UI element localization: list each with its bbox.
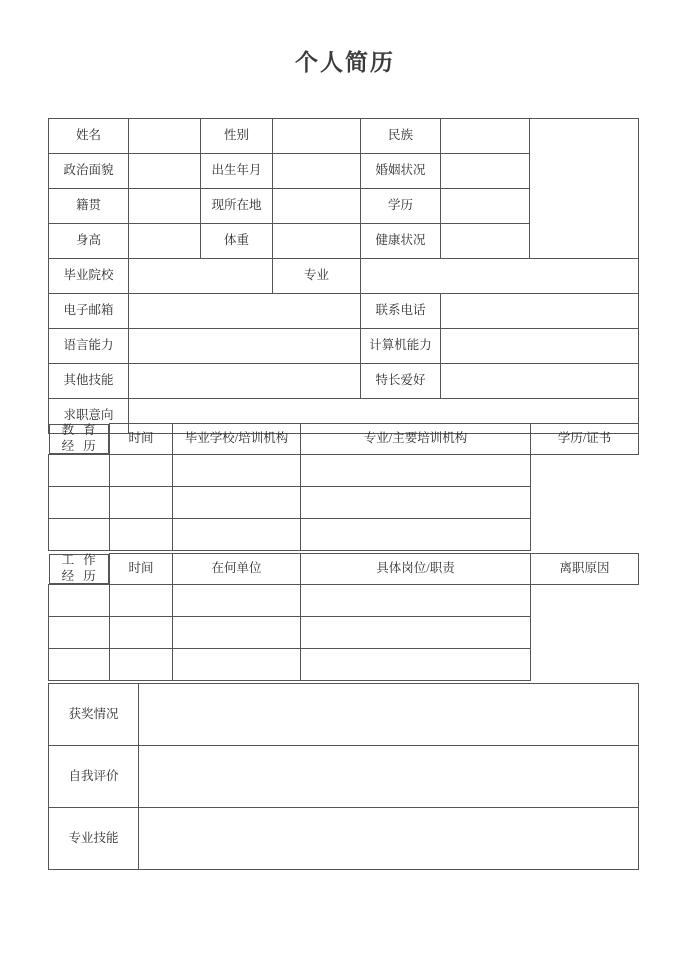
cell-time[interactable]: [49, 454, 110, 486]
label-job-intent: 求职意向: [49, 399, 129, 434]
field-graduation-school[interactable]: [129, 259, 273, 294]
table-row: [49, 648, 639, 680]
table-row: [49, 554, 639, 585]
cell-company[interactable]: [110, 616, 173, 648]
field-awards[interactable]: [139, 684, 639, 746]
field-language-ability[interactable]: [129, 329, 361, 364]
additional-info-table: [48, 683, 639, 870]
field-current-location[interactable]: [273, 189, 361, 224]
section-label-line2: 经 历: [61, 438, 99, 453]
cell-duty[interactable]: [173, 616, 301, 648]
table-row: [49, 119, 639, 154]
label-computer-ability: 计算机能力: [361, 329, 441, 364]
label-birth-date: 出生年月: [201, 154, 273, 189]
cell-leave-reason[interactable]: [301, 584, 531, 616]
column-header-school: 毕业学校/培训机构: [173, 424, 301, 455]
label-email: 电子邮箱: [49, 294, 129, 329]
field-marital-status[interactable]: [441, 154, 530, 189]
column-header-leave-reason: 离职原因: [531, 554, 639, 585]
cell-degree[interactable]: [301, 518, 531, 550]
cell-duty[interactable]: [173, 584, 301, 616]
label-major: 专业: [273, 259, 361, 294]
table-row: [49, 746, 639, 808]
field-weight[interactable]: [273, 224, 361, 259]
cell-school[interactable]: [110, 518, 173, 550]
table-row: [49, 486, 639, 518]
field-hobby[interactable]: [441, 364, 639, 399]
section-label-line1: 工 作: [61, 552, 99, 567]
field-ethnicity[interactable]: [441, 119, 530, 154]
field-origin[interactable]: [129, 189, 201, 224]
label-ethnicity: 民族: [361, 119, 441, 154]
field-health[interactable]: [441, 224, 530, 259]
field-email[interactable]: [129, 294, 361, 329]
column-header-time: 时间: [110, 554, 173, 585]
label-other-skills: 其他技能: [49, 364, 129, 399]
column-header-degree: 学历/证书: [531, 424, 639, 455]
field-height[interactable]: [129, 224, 201, 259]
table-row: [49, 294, 639, 329]
label-self-evaluation: 自我评价: [49, 746, 139, 808]
label-origin: 籍贯: [49, 189, 129, 224]
field-self-evaluation[interactable]: [139, 746, 639, 808]
table-row: [49, 684, 639, 746]
cell-degree[interactable]: [301, 454, 531, 486]
cell-school[interactable]: [110, 486, 173, 518]
table-row: [49, 364, 639, 399]
cell-company[interactable]: [110, 648, 173, 680]
column-header-company: 在何单位: [173, 554, 301, 585]
table-row: [49, 584, 639, 616]
label-name: 姓名: [49, 119, 129, 154]
table-row: [49, 259, 639, 294]
label-weight: 体重: [201, 224, 273, 259]
cell-degree[interactable]: [301, 486, 531, 518]
cell-time[interactable]: [49, 616, 110, 648]
photo-placeholder[interactable]: [530, 119, 639, 259]
field-education-level[interactable]: [441, 189, 530, 224]
table-row: [49, 329, 639, 364]
label-marital-status: 婚姻状况: [361, 154, 441, 189]
label-hobby: 特长爱好: [361, 364, 441, 399]
label-political-status: 政治面貌: [49, 154, 129, 189]
table-row: [49, 808, 639, 870]
table-row: [49, 424, 639, 455]
cell-major[interactable]: [173, 518, 301, 550]
cell-time[interactable]: [49, 518, 110, 550]
label-gender: 性别: [201, 119, 273, 154]
label-graduation-school: 毕业院校: [49, 259, 129, 294]
label-language-ability: 语言能力: [49, 329, 129, 364]
section-label-line1: 教 育: [61, 422, 99, 437]
education-table: [48, 423, 639, 551]
label-current-location: 现所在地: [201, 189, 273, 224]
field-gender[interactable]: [273, 119, 361, 154]
field-major[interactable]: [361, 259, 639, 294]
label-education-level: 学历: [361, 189, 441, 224]
field-name[interactable]: [129, 119, 201, 154]
field-professional-skills[interactable]: [139, 808, 639, 870]
column-header-major: 专业/主要培训机构: [301, 424, 531, 455]
cell-time[interactable]: [49, 648, 110, 680]
column-header-duty: 具体岗位/职责: [301, 554, 531, 585]
label-height: 身高: [49, 224, 129, 259]
column-header-time: 时间: [110, 424, 173, 455]
cell-time[interactable]: [49, 486, 110, 518]
cell-time[interactable]: [49, 584, 110, 616]
cell-major[interactable]: [173, 486, 301, 518]
field-political-status[interactable]: [129, 154, 201, 189]
table-row: [49, 454, 639, 486]
section-label-education: [49, 424, 110, 454]
field-birth-date[interactable]: [273, 154, 361, 189]
section-label-work: [49, 554, 110, 584]
cell-school[interactable]: [110, 454, 173, 486]
cell-major[interactable]: [173, 454, 301, 486]
field-phone[interactable]: [441, 294, 639, 329]
cell-duty[interactable]: [173, 648, 301, 680]
table-row: [49, 518, 639, 550]
work-experience-table: [48, 553, 639, 681]
table-row: [49, 616, 639, 648]
section-label-line2: 经 历: [61, 568, 99, 583]
personal-info-table: [48, 118, 639, 434]
label-health: 健康状况: [361, 224, 441, 259]
cell-leave-reason[interactable]: [301, 616, 531, 648]
label-phone: 联系电话: [361, 294, 441, 329]
field-computer-ability[interactable]: [441, 329, 639, 364]
field-other-skills[interactable]: [129, 364, 361, 399]
label-professional-skills: 专业技能: [49, 808, 139, 870]
page-title: 个人简历: [295, 49, 395, 75]
cell-company[interactable]: [110, 584, 173, 616]
label-awards: 获奖情况: [49, 684, 139, 746]
cell-leave-reason[interactable]: [301, 648, 531, 680]
